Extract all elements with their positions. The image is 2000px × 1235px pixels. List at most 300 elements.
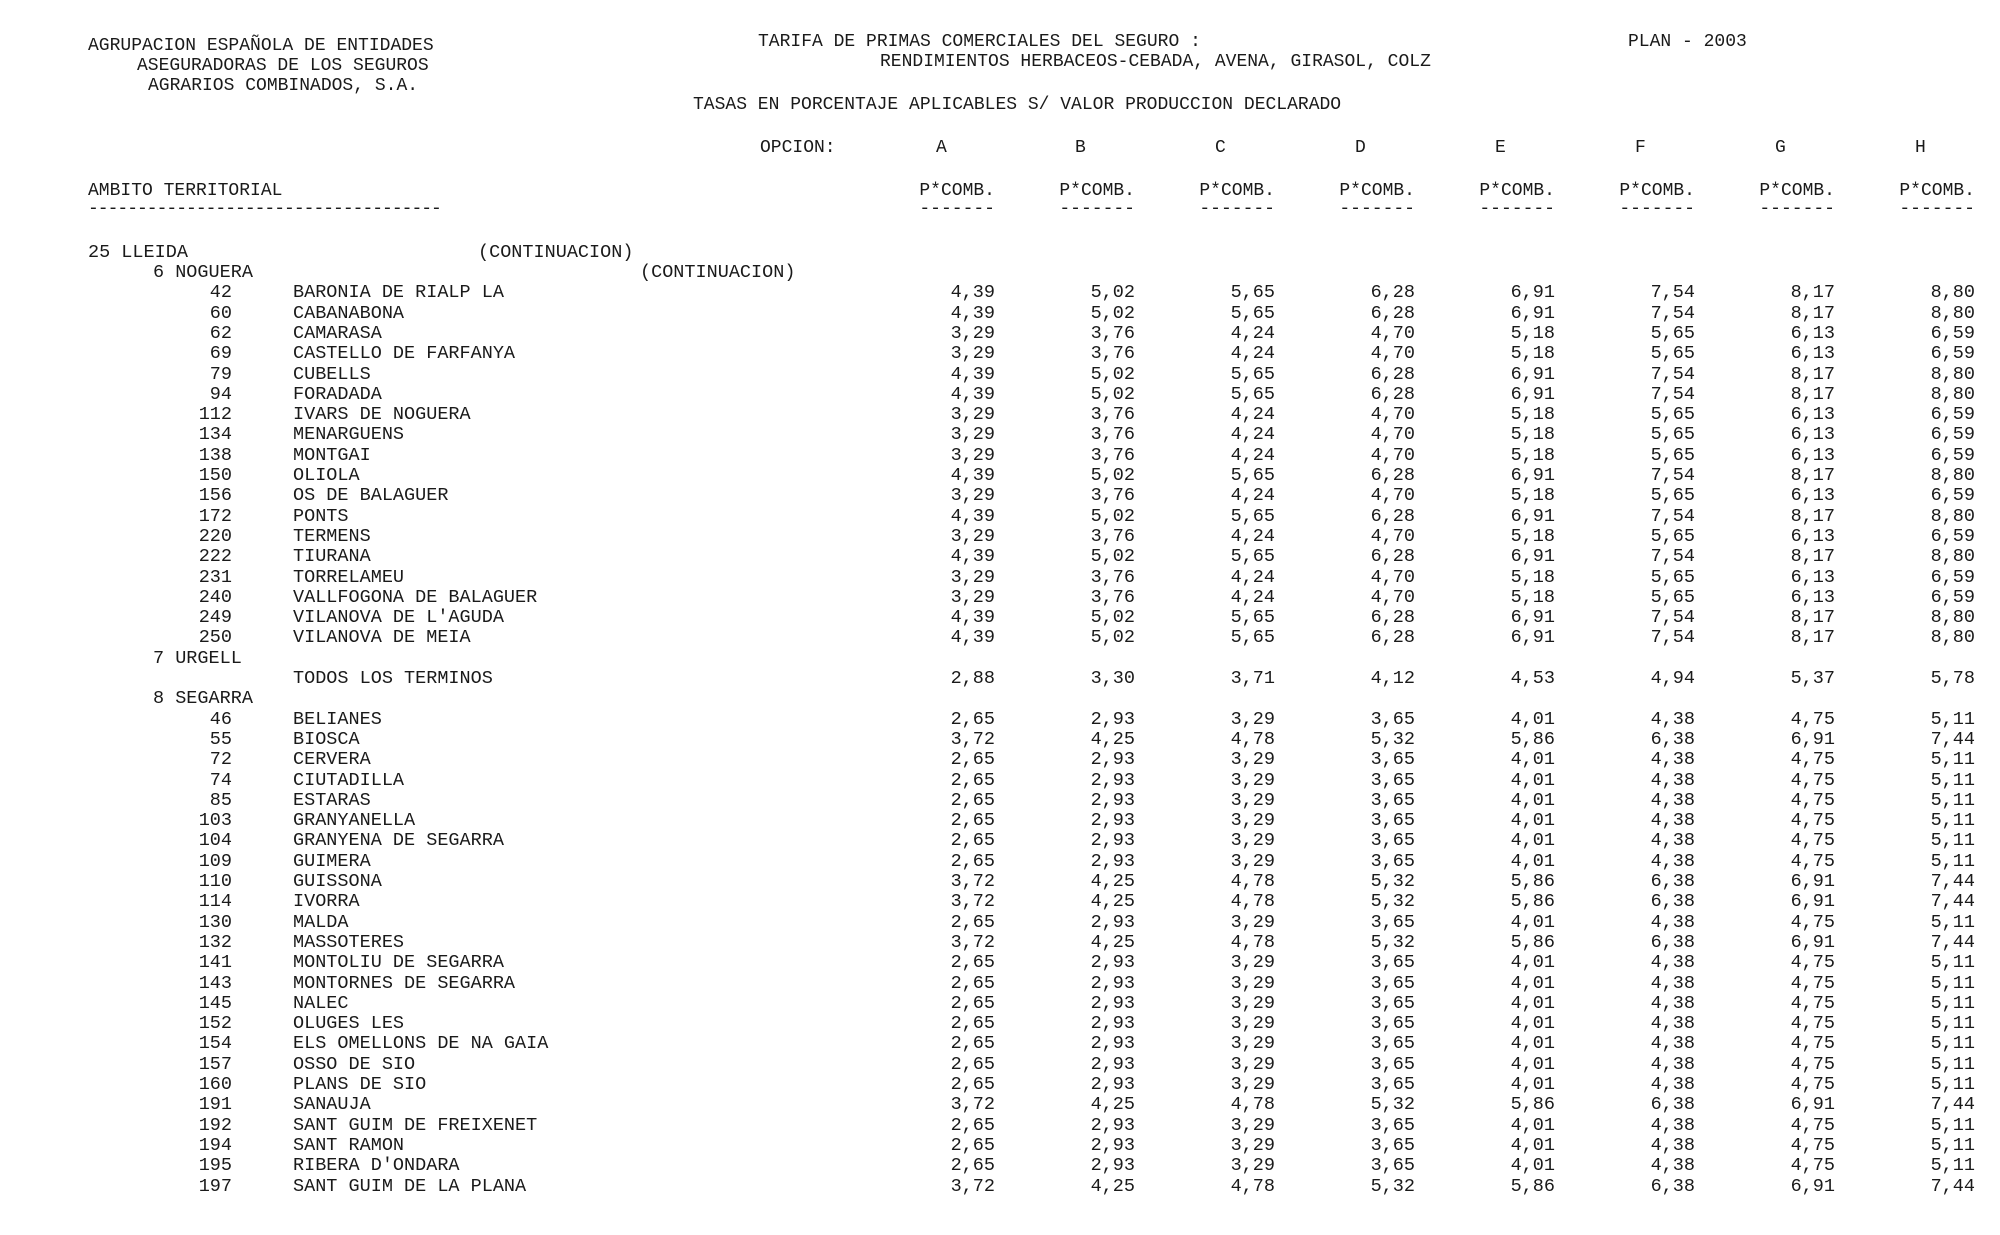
plan-label: PLAN - 2003: [1628, 32, 1747, 52]
municipality-code: 249: [198, 607, 232, 629]
rate-value-b: 4,25: [1090, 871, 1135, 892]
rate-value-g: 6,91: [1790, 1094, 1835, 1116]
municipality-name: SANT GUIM DE LA PLANA: [293, 1175, 527, 1197]
rate-value-b: 2,93: [1090, 972, 1135, 994]
rate-value-h: 6,59: [1930, 404, 1975, 426]
rate-value-h: 5,78: [1930, 668, 1975, 689]
municipality-name: TERMENS: [293, 525, 371, 547]
rate-value-d: 4,12: [1370, 668, 1415, 689]
rate-value-d: 4,70: [1370, 322, 1415, 344]
rate-value-d: 6,28: [1370, 363, 1415, 385]
rate-value-d: 6,28: [1370, 607, 1415, 629]
rate-value-f: 7,54: [1650, 363, 1695, 385]
rate-value-g: 4,75: [1790, 708, 1835, 730]
rate-value-g: 4,75: [1790, 850, 1835, 872]
rate-value-f: 7,54: [1650, 546, 1695, 568]
rate-value-g: 6,13: [1790, 343, 1835, 365]
pcomb-header-g: P*COMB.: [1759, 181, 1835, 201]
municipality-name: ELS OMELLONS DE NA GAIA: [293, 1033, 549, 1055]
rate-value-b: 5,02: [1090, 282, 1135, 304]
rate-value-b: 2,93: [1090, 911, 1135, 933]
rate-value-b: 3,76: [1090, 525, 1135, 547]
rate-value-c: 3,71: [1230, 668, 1275, 689]
municipality-name: BELIANES: [293, 708, 382, 730]
rate-value-f: 7,54: [1650, 607, 1695, 629]
rate-value-f: 5,65: [1650, 566, 1695, 588]
municipality-name: PONTS: [293, 505, 349, 527]
municipality-code: 231: [198, 566, 232, 588]
rate-value-e: 5,86: [1510, 931, 1555, 953]
rate-value-d: 3,65: [1370, 1114, 1415, 1136]
rate-value-c: 5,65: [1230, 465, 1275, 486]
rate-value-b: 3,76: [1090, 586, 1135, 608]
rate-value-c: 3,29: [1230, 789, 1275, 811]
rate-value-b: 2,93: [1090, 789, 1135, 811]
rate-value-a: 3,72: [950, 1175, 995, 1197]
rate-value-a: 3,72: [950, 931, 995, 953]
pcomb-header-c: P*COMB.: [1199, 181, 1275, 201]
rate-value-d: 6,28: [1370, 505, 1415, 527]
rate-value-f: 5,65: [1650, 525, 1695, 547]
municipality-name: GUIMERA: [293, 850, 371, 872]
rate-value-e: 4,01: [1510, 708, 1555, 730]
rate-value-g: 4,75: [1790, 1155, 1835, 1177]
rate-value-e: 4,01: [1510, 789, 1555, 811]
rate-value-g: 4,75: [1790, 769, 1835, 791]
rate-value-a: 4,39: [950, 302, 995, 324]
municipality-code: 220: [198, 525, 232, 547]
rate-value-e: 4,01: [1510, 1013, 1555, 1035]
rate-value-a: 3,29: [950, 424, 995, 446]
municipality-code: 160: [198, 1074, 232, 1095]
municipality-code: 112: [198, 404, 232, 426]
municipality-name: OLUGES LES: [293, 1013, 405, 1035]
rate-value-e: 5,18: [1510, 424, 1555, 446]
rate-value-h: 6,59: [1930, 322, 1975, 344]
rate-value-c: 4,78: [1230, 891, 1275, 913]
municipality-code: 250: [198, 627, 232, 649]
rate-value-e: 4,01: [1510, 1053, 1555, 1075]
rate-value-g: 4,75: [1790, 1134, 1835, 1156]
rate-value-c: 5,65: [1230, 363, 1275, 385]
rate-value-f: 5,65: [1650, 343, 1695, 365]
rate-value-e: 5,18: [1510, 444, 1555, 466]
rate-value-b: 5,02: [1090, 302, 1135, 324]
rate-value-b: 2,93: [1090, 992, 1135, 1014]
rate-value-g: 4,75: [1790, 952, 1835, 974]
municipality-name: OS DE BALAGUER: [293, 485, 449, 507]
rate-value-e: 6,91: [1510, 465, 1555, 486]
rate-value-h: 5,11: [1930, 749, 1975, 771]
tarifa-title-line-1: TARIFA DE PRIMAS COMERCIALES DEL SEGURO :: [758, 32, 1201, 52]
rate-value-a: 2,65: [950, 972, 995, 994]
rate-value-c: 4,24: [1230, 404, 1275, 426]
rate-value-a: 3,72: [950, 871, 995, 892]
municipality-name: CUBELLS: [293, 363, 371, 385]
pcomb-header-b: P*COMB.: [1059, 181, 1135, 201]
rate-value-e: 5,18: [1510, 404, 1555, 426]
rate-value-c: 4,78: [1230, 1094, 1275, 1116]
rate-value-a: 4,39: [950, 505, 995, 527]
rate-value-e: 5,86: [1510, 728, 1555, 750]
rate-value-a: 2,65: [950, 911, 995, 933]
pcomb-header-a: P*COMB.: [919, 181, 995, 201]
rate-value-c: 5,65: [1230, 546, 1275, 568]
rate-value-e: 6,91: [1510, 282, 1555, 304]
rate-value-f: 5,65: [1650, 444, 1695, 466]
rate-value-d: 4,70: [1370, 343, 1415, 365]
rate-value-g: 6,91: [1790, 871, 1835, 892]
rate-value-a: 2,65: [950, 1053, 995, 1075]
rate-value-h: 6,59: [1930, 525, 1975, 547]
pcomb-header-h: P*COMB.: [1899, 181, 1975, 201]
rate-value-h: 7,44: [1930, 1094, 1975, 1116]
rate-value-b: 4,25: [1090, 1175, 1135, 1197]
rate-value-c: 3,29: [1230, 749, 1275, 771]
rate-value-c: 4,24: [1230, 322, 1275, 344]
rate-value-g: 6,13: [1790, 322, 1835, 344]
rate-value-f: 6,38: [1650, 871, 1695, 892]
rate-value-g: 4,75: [1790, 911, 1835, 933]
rate-value-g: 4,75: [1790, 830, 1835, 852]
rate-value-d: 6,28: [1370, 546, 1415, 568]
rate-value-f: 6,38: [1650, 1175, 1695, 1197]
rate-value-f: 7,54: [1650, 383, 1695, 405]
rate-value-h: 5,11: [1930, 972, 1975, 994]
rate-value-b: 5,02: [1090, 505, 1135, 527]
rate-value-e: 4,01: [1510, 1155, 1555, 1177]
rate-value-a: 3,72: [950, 891, 995, 913]
municipality-name: MONTORNES DE SEGARRA: [293, 972, 516, 994]
rate-value-h: 7,44: [1930, 728, 1975, 750]
rate-value-g: 8,17: [1790, 302, 1835, 324]
rate-value-a: 2,65: [950, 992, 995, 1014]
rate-value-h: 6,59: [1930, 586, 1975, 608]
rate-value-f: 6,38: [1650, 728, 1695, 750]
rate-value-b: 2,93: [1090, 830, 1135, 852]
rate-value-b: 3,76: [1090, 404, 1135, 426]
rate-value-g: 8,17: [1790, 383, 1835, 405]
rate-value-f: 4,38: [1650, 749, 1695, 771]
rate-value-d: 3,65: [1370, 1053, 1415, 1075]
rate-value-a: 3,29: [950, 404, 995, 426]
rate-value-c: 3,29: [1230, 1134, 1275, 1156]
rate-value-a: 3,29: [950, 322, 995, 344]
rate-value-c: 5,65: [1230, 505, 1275, 527]
rate-value-h: 5,11: [1930, 789, 1975, 811]
rate-value-b: 3,76: [1090, 343, 1135, 365]
rate-value-d: 3,65: [1370, 789, 1415, 811]
rate-value-b: 4,25: [1090, 931, 1135, 953]
rate-value-e: 6,91: [1510, 302, 1555, 324]
rate-value-e: 4,01: [1510, 1033, 1555, 1055]
rate-value-g: 6,13: [1790, 485, 1835, 507]
municipality-code: 55: [209, 728, 232, 750]
rate-value-a: 4,39: [950, 546, 995, 568]
rate-value-e: 4,01: [1510, 850, 1555, 872]
rate-value-e: 4,01: [1510, 972, 1555, 994]
province-continuation: (CONTINUACION): [478, 242, 634, 263]
pcomb-underline-f: -------: [1619, 199, 1695, 219]
rate-value-d: 5,32: [1370, 871, 1415, 892]
rate-value-e: 4,01: [1510, 911, 1555, 933]
municipality-name: TIURANA: [293, 546, 371, 568]
rate-value-c: 4,24: [1230, 444, 1275, 466]
rate-value-h: 8,80: [1930, 383, 1975, 405]
rate-value-e: 4,01: [1510, 1074, 1555, 1095]
municipality-name: CIUTADILLA: [293, 769, 405, 791]
ambito-territorial-label: AMBITO TERRITORIAL: [88, 181, 283, 201]
rate-value-b: 4,25: [1090, 1094, 1135, 1116]
rate-value-f: 7,54: [1650, 302, 1695, 324]
rate-value-h: 8,80: [1930, 607, 1975, 629]
rate-value-a: 3,29: [950, 343, 995, 365]
rate-value-a: 2,65: [950, 1114, 995, 1136]
rate-value-c: 3,29: [1230, 810, 1275, 832]
rate-value-g: 6,91: [1790, 728, 1835, 750]
rate-value-c: 4,24: [1230, 566, 1275, 588]
rate-value-d: 3,65: [1370, 1033, 1415, 1055]
rate-value-c: 4,24: [1230, 343, 1275, 365]
rate-value-b: 2,93: [1090, 810, 1135, 832]
rate-value-g: 6,91: [1790, 1175, 1835, 1197]
municipality-code: 42: [209, 282, 232, 304]
rate-value-g: 4,75: [1790, 749, 1835, 771]
rate-value-f: 4,38: [1650, 1134, 1695, 1156]
municipality-name: GUISSONA: [293, 871, 382, 892]
rate-value-h: 8,80: [1930, 363, 1975, 385]
rate-value-g: 4,75: [1790, 992, 1835, 1014]
rate-value-a: 2,65: [950, 1134, 995, 1156]
rate-value-b: 5,02: [1090, 465, 1135, 486]
municipality-code: 154: [198, 1033, 232, 1055]
rate-value-h: 7,44: [1930, 891, 1975, 913]
rate-value-a: 4,39: [950, 363, 995, 385]
rate-value-d: 3,65: [1370, 708, 1415, 730]
rate-value-a: 4,39: [950, 465, 995, 486]
rate-value-a: 3,29: [950, 485, 995, 507]
rate-value-a: 4,39: [950, 282, 995, 304]
rate-value-c: 3,29: [1230, 972, 1275, 994]
municipality-code: 240: [198, 586, 232, 608]
rate-value-d: 4,70: [1370, 485, 1415, 507]
municipality-name: MALDA: [293, 911, 349, 933]
municipality-code: 85: [209, 789, 232, 811]
rate-value-d: 3,65: [1370, 972, 1415, 994]
rate-value-f: 4,38: [1650, 972, 1695, 994]
rate-value-f: 4,38: [1650, 1114, 1695, 1136]
rate-value-b: 3,76: [1090, 444, 1135, 466]
tasas-subtitle: TASAS EN PORCENTAJE APLICABLES S/ VALOR PRODUCCION DECLARADO: [693, 95, 1342, 115]
rate-value-g: 6,13: [1790, 424, 1835, 446]
rate-value-e: 5,86: [1510, 891, 1555, 913]
option-d-header: D: [1355, 138, 1366, 158]
rate-value-d: 3,65: [1370, 830, 1415, 852]
rate-value-g: 8,17: [1790, 465, 1835, 486]
rate-value-h: 5,11: [1930, 1134, 1975, 1156]
rate-value-d: 5,32: [1370, 891, 1415, 913]
rate-value-f: 4,38: [1650, 810, 1695, 832]
rate-value-d: 5,32: [1370, 728, 1415, 750]
rate-value-b: 2,93: [1090, 850, 1135, 872]
municipality-name: OLIOLA: [293, 465, 360, 486]
municipality-name: NALEC: [293, 992, 349, 1014]
rate-value-a: 2,65: [950, 1033, 995, 1055]
rate-value-b: 2,93: [1090, 1114, 1135, 1136]
rate-value-h: 5,11: [1930, 952, 1975, 974]
rate-value-d: 6,28: [1370, 627, 1415, 649]
municipality-name: TODOS LOS TERMINOS: [293, 668, 493, 689]
rate-value-a: 3,29: [950, 525, 995, 547]
rate-value-d: 4,70: [1370, 525, 1415, 547]
rate-value-d: 4,70: [1370, 404, 1415, 426]
option-b-header: B: [1075, 138, 1086, 158]
rate-value-e: 6,91: [1510, 383, 1555, 405]
rate-value-c: 5,65: [1230, 302, 1275, 324]
rate-value-f: 5,65: [1650, 586, 1695, 608]
rate-value-g: 4,75: [1790, 789, 1835, 811]
rate-value-h: 5,11: [1930, 850, 1975, 872]
rate-value-g: 4,75: [1790, 1114, 1835, 1136]
municipality-name: VILANOVA DE MEIA: [293, 627, 471, 649]
rate-value-g: 8,17: [1790, 627, 1835, 649]
tarifa-title-line-2: RENDIMIENTOS HERBACEOS-CEBADA, AVENA, GIRASOL, COLZ: [880, 52, 1431, 72]
rate-value-b: 2,93: [1090, 1053, 1135, 1075]
rate-value-h: 8,80: [1930, 546, 1975, 568]
rate-value-b: 2,93: [1090, 952, 1135, 974]
comarca-label: 7 URGELL: [153, 647, 242, 669]
rate-value-f: 7,54: [1650, 505, 1695, 527]
rate-value-e: 5,86: [1510, 1175, 1555, 1197]
municipality-code: 157: [198, 1053, 232, 1075]
rate-value-c: 5,65: [1230, 383, 1275, 405]
municipality-code: 110: [198, 871, 232, 892]
rate-value-d: 5,32: [1370, 1094, 1415, 1116]
comarca-label: 6 NOGUERA: [153, 262, 253, 283]
rate-value-g: 8,17: [1790, 282, 1835, 304]
rate-value-g: 6,13: [1790, 566, 1835, 588]
rate-value-c: 4,78: [1230, 871, 1275, 892]
rate-value-h: 5,11: [1930, 1114, 1975, 1136]
rate-value-e: 5,18: [1510, 485, 1555, 507]
rate-value-e: 4,01: [1510, 1114, 1555, 1136]
municipality-name: ESTARAS: [293, 789, 371, 811]
rate-value-h: 6,59: [1930, 424, 1975, 446]
option-h-header: H: [1915, 138, 1926, 158]
rate-value-b: 3,30: [1090, 668, 1135, 689]
org-line-1: AGRUPACION ESPAÑOLA DE ENTIDADES: [88, 36, 434, 56]
municipality-code: 60: [209, 302, 232, 324]
rate-value-c: 3,29: [1230, 850, 1275, 872]
municipality-code: 79: [209, 363, 232, 385]
pcomb-underline-c: -------: [1199, 199, 1275, 219]
rate-value-h: 8,80: [1930, 302, 1975, 324]
municipality-name: PLANS DE SIO: [293, 1074, 427, 1095]
rate-value-d: 3,65: [1370, 1074, 1415, 1095]
municipality-name: BARONIA DE RIALP LA: [293, 282, 504, 304]
rate-value-b: 2,93: [1090, 1155, 1135, 1177]
option-e-header: E: [1495, 138, 1506, 158]
rate-value-c: 4,78: [1230, 728, 1275, 750]
rate-value-e: 5,18: [1510, 525, 1555, 547]
rate-value-a: 2,88: [950, 668, 995, 689]
rate-value-e: 5,18: [1510, 322, 1555, 344]
org-line-2: ASEGURADORAS DE LOS SEGUROS: [137, 56, 429, 76]
municipality-name: MONTGAI: [293, 444, 371, 466]
rate-value-e: 5,86: [1510, 1094, 1555, 1116]
rate-value-d: 4,70: [1370, 566, 1415, 588]
rate-value-f: 4,38: [1650, 850, 1695, 872]
rate-value-g: 8,17: [1790, 363, 1835, 385]
rate-value-b: 3,76: [1090, 566, 1135, 588]
rate-value-b: 5,02: [1090, 627, 1135, 649]
rate-value-e: 4,53: [1510, 668, 1555, 689]
rate-value-h: 6,59: [1930, 566, 1975, 588]
municipality-code: 143: [198, 972, 232, 994]
rate-value-g: 8,17: [1790, 607, 1835, 629]
rate-value-h: 5,11: [1930, 810, 1975, 832]
rate-value-c: 5,65: [1230, 627, 1275, 649]
municipality-code: 132: [198, 931, 232, 953]
rate-value-f: 4,38: [1650, 992, 1695, 1014]
pcomb-underline-d: -------: [1339, 199, 1415, 219]
municipality-code: 152: [198, 1013, 232, 1035]
rate-value-h: 5,11: [1930, 769, 1975, 791]
option-a-header: A: [936, 138, 947, 158]
rate-value-e: 5,18: [1510, 566, 1555, 588]
rate-value-e: 5,86: [1510, 871, 1555, 892]
rate-value-d: 6,28: [1370, 383, 1415, 405]
rate-value-h: 8,80: [1930, 282, 1975, 304]
rate-value-g: 6,13: [1790, 404, 1835, 426]
municipality-code: 103: [198, 810, 232, 832]
rate-value-h: 8,80: [1930, 627, 1975, 649]
rate-value-f: 7,54: [1650, 627, 1695, 649]
municipality-code: 109: [198, 850, 232, 872]
municipality-code: 192: [198, 1114, 232, 1136]
rate-value-b: 3,76: [1090, 424, 1135, 446]
rate-value-f: 4,38: [1650, 1013, 1695, 1035]
rate-value-c: 4,78: [1230, 931, 1275, 953]
rate-value-a: 3,29: [950, 566, 995, 588]
rate-value-g: 8,17: [1790, 546, 1835, 568]
pcomb-underline-g: -------: [1759, 199, 1835, 219]
pcomb-header-d: P*COMB.: [1339, 181, 1415, 201]
rate-value-f: 5,65: [1650, 404, 1695, 426]
rate-value-a: 2,65: [950, 810, 995, 832]
rate-value-d: 5,32: [1370, 931, 1415, 953]
municipality-name: VALLFOGONA DE BALAGUER: [293, 586, 538, 608]
rate-value-f: 6,38: [1650, 931, 1695, 953]
municipality-name: BIOSCA: [293, 728, 360, 750]
rate-value-a: 2,65: [950, 1013, 995, 1035]
municipality-name: MASSOTERES: [293, 931, 405, 953]
rate-value-h: 7,44: [1930, 1175, 1975, 1197]
rate-value-c: 3,29: [1230, 1053, 1275, 1075]
rate-value-c: 4,24: [1230, 525, 1275, 547]
municipality-code: 104: [198, 830, 232, 852]
rate-value-g: 4,75: [1790, 1074, 1835, 1095]
rate-value-g: 6,13: [1790, 525, 1835, 547]
rate-value-f: 6,38: [1650, 1094, 1695, 1116]
rate-value-c: 3,29: [1230, 1033, 1275, 1055]
rate-value-f: 5,65: [1650, 322, 1695, 344]
rate-value-b: 2,93: [1090, 769, 1135, 791]
pcomb-underline-a: -------: [919, 199, 995, 219]
municipality-code: 197: [198, 1175, 232, 1197]
rate-value-b: 5,02: [1090, 607, 1135, 629]
rate-value-h: 5,11: [1930, 708, 1975, 730]
